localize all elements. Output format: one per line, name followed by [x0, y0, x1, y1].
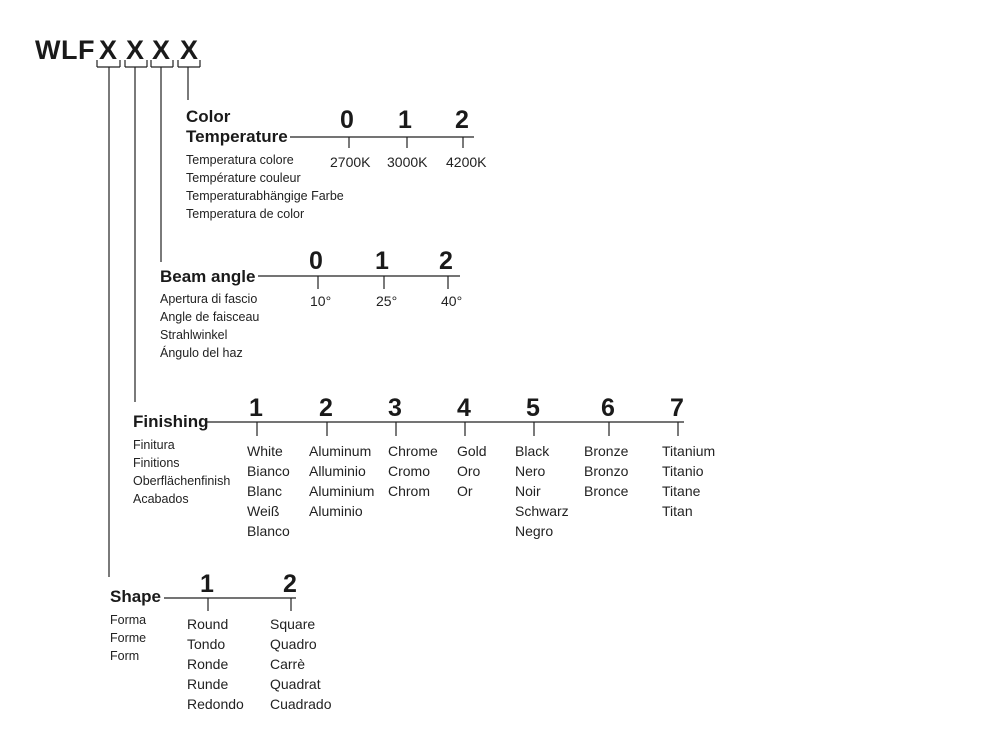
- shape-title: Shape: [110, 587, 162, 606]
- finishing-option-code: 3: [388, 394, 402, 422]
- code-placeholder-beam: X: [152, 35, 171, 65]
- shape-option-code: 2: [283, 570, 297, 598]
- code-prefix: WLF: [35, 35, 95, 65]
- color-option-code: 1: [398, 106, 412, 134]
- beam-option-code: 0: [309, 247, 323, 275]
- finishing-option-chrome: Chrome Cromo Chrom: [388, 443, 438, 499]
- color-option-code: 0: [340, 106, 354, 134]
- finishing-option-code: 7: [670, 394, 684, 422]
- beam-angle-title: Beam angle: [160, 267, 256, 286]
- finishing-translations: Finitura Finitions Oberflächenfinish Acabados: [133, 438, 231, 506]
- code-placeholder-color: X: [180, 35, 199, 65]
- beam-option-code: 1: [375, 247, 389, 275]
- code-placeholder-finishing: X: [126, 35, 145, 65]
- finishing-option-code: 6: [601, 394, 615, 422]
- finishing-option-code: 2: [319, 394, 333, 422]
- finishing-option-black: Black Nero Noir Schwarz Negro: [515, 443, 569, 539]
- beam-option-code: 2: [439, 247, 453, 275]
- color-option-label: 3000K: [387, 154, 428, 170]
- color-temperature-title: Color Temperature: [186, 107, 288, 146]
- finishing-option-white: White Bianco Blanc Weiß Blanco: [247, 443, 290, 539]
- finishing-option-bronze: Bronze Bronzo Bronce: [584, 443, 629, 499]
- finishing-option-code: 5: [526, 394, 540, 422]
- shape-option-code: 1: [200, 570, 214, 598]
- shape-translations: Forma Forme Form: [110, 613, 147, 663]
- code-placeholder-shape: X: [99, 35, 118, 65]
- beam-option-label: 40°: [441, 293, 463, 309]
- beam-option-label: 10°: [310, 293, 332, 309]
- color-option-code: 2: [455, 106, 469, 134]
- finishing-title: Finishing: [133, 412, 209, 431]
- finishing-option-gold: Gold Oro Or: [457, 443, 487, 499]
- finishing-option-code: 1: [249, 394, 263, 422]
- finishing-option-code: 4: [457, 394, 471, 422]
- shape-option-square: Square Quadro Carrè Quadrat Cuadrado: [270, 616, 332, 712]
- beam-angle-translations: Apertura di fascio Angle de faisceau Strahlwinkel Ángulo del haz: [160, 292, 260, 360]
- color-option-label: 2700K: [330, 154, 371, 170]
- color-option-label: 4200K: [446, 154, 487, 170]
- shape-option-round: Round Tondo Ronde Runde Redondo: [187, 616, 244, 712]
- finishing-option-titanium: Titanium Titanio Titane Titan: [662, 443, 716, 519]
- color-temperature-translations: Temperatura colore Température couleur Temperaturabhängige Farbe Temperatura de color: [186, 153, 344, 221]
- beam-option-label: 25°: [376, 293, 398, 309]
- finishing-option-aluminum: Aluminum Alluminio Aluminium Aluminio: [309, 443, 375, 519]
